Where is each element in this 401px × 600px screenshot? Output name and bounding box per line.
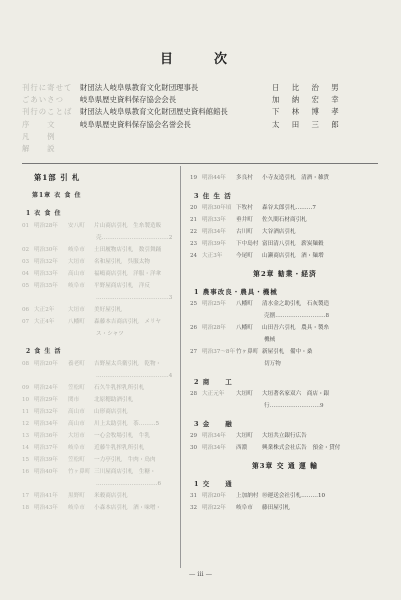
toc-entry [190, 298, 380, 310]
entry-number: 31 [190, 493, 198, 499]
entry-place: 黒野町 [68, 493, 85, 499]
toc-entry [22, 358, 172, 370]
chapter-heading: 第3章 交 通 運 輸 [252, 462, 318, 470]
toc-entry [190, 322, 380, 334]
entry-place: 大垣町 [236, 433, 253, 439]
entry-continuation: ス・シャツ [96, 331, 124, 337]
entry-era: 明治34年 [202, 445, 226, 451]
entry-number: 19 [190, 175, 198, 181]
entry-list [190, 490, 380, 514]
entry-continuation: 機械 [264, 337, 276, 343]
entry-era: 明治41年 [34, 493, 58, 499]
entry-era: 明治34年 [202, 433, 226, 439]
toc-entry [22, 406, 172, 418]
entry-text: 新屋引札 備中・桑 [262, 349, 313, 355]
entry-number: 26 [190, 325, 198, 331]
entry-continuation: ……………………………6 [96, 481, 162, 487]
entry-place: 高山市 [68, 271, 85, 277]
entry-list [22, 220, 172, 340]
section-heading: 2 商 工 [194, 378, 233, 386]
entry-era: 大正2年 [34, 307, 55, 313]
section-heading: 3 金 融 [194, 420, 233, 428]
entry-number: 08 [22, 361, 30, 367]
entry-text: 一心会牧場引札 牛乳 [94, 433, 150, 439]
entry-continuation: 切万物 [264, 361, 281, 367]
entry-era: 明治30年 [34, 247, 58, 253]
front-matter-name: 加 納 宏 幸 [272, 95, 344, 105]
entry-number: 16 [22, 469, 30, 475]
entry-number: 23 [190, 241, 198, 247]
page-title: 目 次 [159, 52, 241, 67]
front-matter-desc: 岐阜県歴史資料保存協会会長 [80, 95, 177, 105]
entry-text: 近藤牛乳搾乳所引札 [94, 445, 145, 451]
entry-place: 竹ヶ鼻町 [236, 349, 259, 355]
front-matter-row [22, 82, 382, 94]
entry-era: 明治28年 [202, 325, 226, 331]
toc-entry [190, 490, 380, 502]
entry-era: 明治20年 [34, 361, 58, 367]
toc-entry [190, 202, 380, 214]
entry-number: 12 [22, 421, 30, 427]
entry-place: 竹ヶ鼻町 [68, 469, 91, 475]
front-matter-label: 刊行のことば [22, 107, 73, 117]
entry-era: 明治34年 [34, 421, 58, 427]
entry-era: 明治40年 [34, 469, 58, 475]
front-matter-label: ごあいさつ [22, 95, 64, 105]
toc-entry [22, 490, 172, 502]
toc-entry [22, 442, 172, 454]
toc-left-column [22, 172, 172, 514]
entry-era: 明治20年 [202, 493, 226, 499]
entry-era: 明治35年 [34, 283, 58, 289]
entry-place: 西濃 [236, 445, 248, 451]
front-matter-label: 解 説 [22, 144, 56, 154]
entry-text: 清水金之助引札 石灰製造 [262, 301, 330, 307]
front-matter-row [22, 94, 382, 106]
entry-text: 土田履物店引札 数引舞踊 [94, 247, 162, 253]
entry-number: 06 [22, 307, 30, 313]
entry-text: 三川屋商店引札 生糖・ [94, 469, 156, 475]
front-matter-desc [80, 143, 272, 155]
entry-era: 明治44年 [202, 175, 226, 181]
entry-era: 大正3年 [202, 253, 223, 259]
entry-continuation: 売………………………………2 [96, 235, 172, 241]
entry-number: 14 [22, 445, 30, 451]
entry-place: 今尾町 [236, 253, 253, 259]
front-matter-label: 凡 例 [22, 131, 56, 141]
entry-text: 福嶋商店引札 洋服・洋傘 [94, 271, 162, 277]
entry-number: 17 [22, 493, 30, 499]
entry-era: 明治33年 [202, 217, 226, 223]
toc-entry [22, 244, 172, 256]
section-heading: 3 住 生 活 [194, 192, 232, 200]
toc-right-column [190, 172, 380, 514]
entry-text: 興業株式会社広告 預金・貸付 [262, 445, 341, 451]
entry-number: 27 [190, 349, 198, 355]
entry-text: 平野屋商店引札 洋反 [94, 283, 150, 289]
toc-entry [22, 220, 172, 232]
entry-text: 山田吾六引札 農具・製糸 [262, 325, 330, 331]
section-divider [22, 163, 378, 164]
front-matter-desc: 岐阜県歴史資料保存協会名誉会長 [80, 119, 191, 129]
entry-number: 18 [22, 505, 30, 511]
entry-continuation: …………………………………4 [96, 373, 172, 379]
entry-continuation: …………………………………3 [96, 295, 172, 301]
entry-era: 明治28年 [34, 223, 58, 229]
entry-list [190, 388, 380, 412]
entry-text: 一力亭引札 牛肉・鳥肉 [94, 457, 156, 463]
entry-number: 09 [22, 385, 30, 391]
toc-entry [22, 430, 172, 442]
entry-place: 岐阜市 [68, 445, 85, 451]
entry-place: 多良村 [236, 175, 253, 181]
toc-entry [190, 388, 380, 400]
entry-continuation: 売捌………………………8 [264, 313, 330, 319]
entry-text: 川上太助引札 茶………5 [94, 421, 160, 427]
entry-text: 大垣著名家双六 商店・銀 [262, 391, 330, 397]
entry-text: 山瀬商店引札 酒・麺増 [262, 253, 324, 259]
entry-text: 美好屋引札 [94, 307, 122, 313]
entry-number: 10 [22, 397, 30, 403]
front-matter-row [22, 119, 382, 131]
front-matter [22, 82, 382, 155]
entry-text: 小森本店引札 酒・味噌・ [94, 505, 162, 511]
entry-place: 大垣市 [68, 307, 85, 313]
entry-era: 大正4年 [34, 319, 55, 325]
entry-place: 大垣市 [68, 259, 85, 265]
toc-entry [190, 172, 380, 184]
entry-text: 藤田屋引札 [262, 505, 290, 511]
entry-place: 笠松町 [68, 385, 85, 391]
entry-era: 明治25年 [202, 301, 226, 307]
section-heading: 1 交 通 [194, 480, 233, 488]
front-matter-desc: 財団法人岐阜県教育文化財団歴史資料館館長 [80, 107, 228, 117]
entry-text: ⑩運送会社引札………10 [262, 493, 326, 499]
entry-place: 八幡町 [68, 319, 85, 325]
chapter-heading: 第1章 衣 食 住 [32, 192, 82, 199]
entry-era: 明治22年 [202, 505, 226, 511]
entry-text: 名和屋引札 呉服太物 [94, 259, 150, 265]
toc-entry [22, 316, 172, 328]
toc-entry [22, 502, 172, 514]
entry-number: 30 [190, 445, 198, 451]
front-matter-label: 刊行に寄せて [22, 83, 73, 92]
toc-entry [190, 502, 380, 514]
entry-era: 明治29年 [34, 397, 58, 403]
page-number: — iii — [188, 570, 213, 578]
front-matter-row [22, 131, 382, 143]
entry-place: 古川町 [236, 229, 253, 235]
entry-text: 片山商店引札 生糸製造販 [94, 223, 162, 229]
entry-text: 佐久間石材商引札 [262, 217, 307, 223]
entry-place: 大垣市 [68, 433, 85, 439]
entry-place: 下中島村 [236, 241, 259, 247]
entry-text: 森藤本吉商店引札 メリヤ [94, 319, 162, 325]
entry-place: 岐阜市 [68, 283, 85, 289]
entry-place: 大垣町 [236, 391, 253, 397]
entry-list [22, 358, 172, 514]
entry-number: 05 [22, 283, 30, 289]
toc-entry [22, 382, 172, 394]
section-heading: 1 農事改良・農具・機械 [194, 288, 278, 296]
entry-era: 明治32年 [34, 409, 58, 415]
toc-entry [190, 214, 380, 226]
entry-place: 岐阜市 [68, 505, 85, 511]
section-heading: 2 食 生 活 [26, 348, 62, 355]
entry-list [190, 172, 380, 184]
entry-place: 岐阜市 [68, 247, 85, 253]
entry-era: 明治30年頃 [202, 205, 232, 211]
front-matter-name: 下 林 博 孝 [272, 107, 344, 117]
toc-entry [22, 454, 172, 466]
entry-place: 高山市 [68, 409, 85, 415]
toc-entry [190, 226, 380, 238]
front-matter-row [22, 106, 382, 118]
entry-text: 小寺友造引札 清酒・雑貨 [262, 175, 330, 181]
entry-era: 明治24年 [34, 385, 58, 391]
entry-number: 29 [190, 433, 198, 439]
entry-text: 山形商店引札 [94, 409, 128, 415]
toc-entry [22, 256, 172, 268]
entry-text: 北原穂助酒引札 [94, 397, 134, 403]
entry-place: 下牧村 [236, 205, 253, 211]
entry-place: 関市 [68, 397, 80, 403]
toc-entry [22, 466, 172, 478]
entry-era: 明治37〜8年 [202, 349, 236, 355]
entry-number: 28 [190, 391, 198, 397]
part-heading: 第1部 引 札 [34, 173, 81, 182]
toc-entry [22, 394, 172, 406]
entry-number: 07 [22, 319, 30, 325]
entry-number: 11 [22, 409, 30, 415]
entry-number: 04 [22, 271, 30, 277]
entry-number: 01 [22, 223, 30, 229]
front-matter-row [22, 143, 382, 155]
entry-era: 明治36年 [34, 433, 58, 439]
entry-number: 15 [22, 457, 30, 463]
entry-list [190, 202, 380, 262]
entry-place: 笠松町 [68, 457, 85, 463]
entry-list [190, 298, 380, 370]
entry-number: 02 [22, 247, 30, 253]
entry-place: 高山市 [68, 421, 85, 427]
entry-place: 垂井町 [236, 217, 253, 223]
toc-entry [22, 280, 172, 292]
entry-era: 明治34年 [202, 229, 226, 235]
entry-text: 大垣共立銀行広告 [262, 433, 307, 439]
entry-number: 24 [190, 253, 198, 259]
entry-text: 吉野屋太兵衛引札 乾物・ [94, 361, 162, 367]
entry-place: 八幡町 [236, 301, 253, 307]
entry-number: 03 [22, 259, 30, 265]
entry-era: 明治43年 [34, 505, 58, 511]
entry-number: 25 [190, 301, 198, 307]
entry-era: 大正元年 [202, 391, 225, 397]
toc-entry [22, 268, 172, 280]
toc-entry [190, 442, 380, 454]
entry-place: 安八町 [68, 223, 85, 229]
entry-era: 明治32年 [34, 259, 58, 265]
toc-entry [22, 418, 172, 430]
front-matter-desc [80, 131, 272, 143]
column-separator [180, 166, 181, 568]
toc-entry [190, 250, 380, 262]
entry-era: 明治39年 [34, 457, 58, 463]
entry-number: 13 [22, 433, 30, 439]
front-matter-label: 序 文 [22, 119, 56, 129]
entry-number: 32 [190, 505, 198, 511]
entry-text: 富田清八引札 薪炭麺穀 [262, 241, 324, 247]
entry-list [190, 430, 380, 454]
entry-text: 石久牛乳搾乳所引札 [94, 385, 145, 391]
entry-place: 上加納村 [236, 493, 259, 499]
entry-era: 明治37年 [34, 445, 58, 451]
entry-era: 明治33年 [34, 271, 58, 277]
entry-continuation: 行………………………9 [264, 403, 324, 409]
entry-number: 21 [190, 217, 198, 223]
entry-era: 明治39年 [202, 241, 226, 247]
entry-text: 米穀商店引札 [94, 493, 128, 499]
toc-entry [190, 430, 380, 442]
toc-entry [22, 304, 172, 316]
entry-number: 20 [190, 205, 198, 211]
entry-number: 22 [190, 229, 198, 235]
entry-place: 八幡町 [236, 325, 253, 331]
entry-place: 養老町 [68, 361, 85, 367]
section-heading: 1 衣 食 住 [26, 210, 62, 217]
front-matter-name: 太 田 三 郎 [272, 119, 344, 129]
toc-entry [190, 238, 380, 250]
entry-text: 森谷太郎引札………7 [262, 205, 316, 211]
toc-entry [190, 346, 380, 358]
front-matter-desc: 財団法人岐阜県教育文化財団理事長 [80, 83, 199, 92]
entry-text: 大谷酒店引札 [262, 229, 296, 235]
entry-place: 岐阜市 [236, 505, 253, 511]
front-matter-name: 日 比 治 男 [272, 83, 344, 92]
chapter-heading: 第2章 勧業・経済 [253, 270, 317, 278]
